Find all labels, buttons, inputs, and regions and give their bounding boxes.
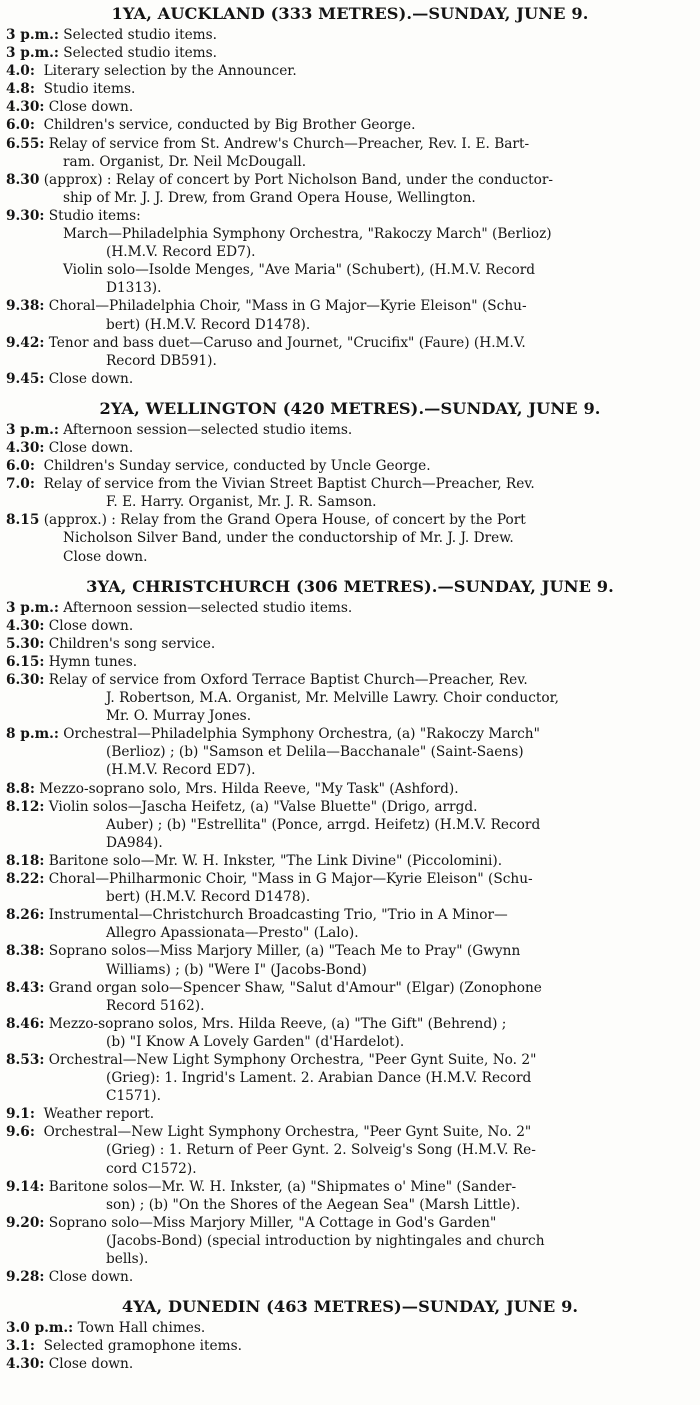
programme-text: Close down. [44,370,134,387]
programme-text: Weather report. [34,1106,155,1123]
programme-time: 9.1: [6,1106,35,1123]
programme-time: 8.18: [6,852,45,869]
programme-time: 8.46: [6,1015,45,1032]
programme-time: 3.1: [6,1338,35,1355]
programme-line [0,297,700,315]
programme-text: March—Philadelphia Symphony Orchestra, "Rakoczy March" (Berlioz) [63,226,552,243]
programme-text: Record DB591). [106,352,217,369]
programme-line [0,707,700,725]
programme-line [0,852,700,870]
programme-line [0,44,700,62]
programme-time: 3 p.m.: [6,45,59,62]
programme-text: F. E. Harry. Organist, Mr. J. R. Samson. [106,494,377,511]
station-section [0,388,700,566]
programme-text: Mr. O. Murray Jones. [106,708,252,725]
programme-text: Afternoon session—selected studio items. [58,599,353,616]
programme-text: (Grieg) : 1. Return of Peer Gynt. 2. Solveig's Song (H.M.V. Re- [106,1142,536,1159]
programme-text: (H.M.V. Record ED7). [106,762,256,779]
programme-time: 3 p.m.: [6,27,59,43]
programme-text: Instrumental—Christchurch Broadcasting Trio, "Trio in A Minor— [44,907,508,924]
programme-time: 9.45: [6,370,45,387]
station-section [0,2,700,388]
programme-text: J. Robertson, M.A. Organist, Mr. Melville Lawry. Choir conductor, [106,690,559,707]
programme-text: Tenor and bass duet—Caruso and Journet, "Crucifix" (Faure) (H.M.V. [44,334,526,351]
programme-line [0,780,700,798]
programme-text: Mezzo-soprano solos, Mrs. Hilda Reeve, (a) "The Gift" (Behrend) ; [44,1015,507,1032]
programme-text: ram. Organist, Dr. Neil McDougall. [63,153,307,170]
programme-text: Baritone solos—Mr. W. H. Inkster, (a) "Shipmates o' Mine" (Sander- [44,1178,517,1195]
programme-line [0,493,700,511]
programme-text: (b) "I Know A Lovely Garden" (d'Hardelot). [106,1033,405,1050]
programme-time: 6.15: [6,653,45,670]
programme-line [0,1337,700,1355]
programme-time: 5.30: [6,635,45,652]
station-heading: 2YA, WELLINGTON (420 METRES).—SUNDAY, JUNE 9. [99,398,601,418]
programme-line [0,421,700,439]
programme-text: Violin solo—Isolde Menges, "Ave Maria" (Schubert), (H.M.V. Record [63,262,536,279]
programme-text: ship of Mr. J. J. Drew, from Grand Opera House, Wellington. [63,189,476,206]
programme-line [0,207,700,225]
programme-line [0,924,700,942]
programme-line [0,870,700,888]
programme-text: Children's song service. [44,635,216,652]
programme-line [0,135,700,153]
programme-line [0,80,700,98]
programme-text: Selected studio items. [58,45,218,62]
programme-time: 3 p.m.: [6,599,59,616]
programme-text: bert) (H.M.V. Record D1478). [106,316,311,333]
programme-line [0,961,700,979]
programme-time: 4.0: [6,63,35,80]
programme-text: (H.M.V. Record ED7). [106,244,256,261]
programme-line [0,997,700,1015]
programme-line [0,1178,700,1196]
programme-text: Record 5162). [106,997,205,1014]
programme-time: 9.20: [6,1214,45,1231]
programme-line [0,225,700,243]
programme-time: 6.30: [6,672,45,688]
programme-time: 9.38: [6,298,45,315]
programme-line [0,529,700,547]
programme-line [0,743,700,761]
programme-text: D1313). [106,280,162,297]
programme-line [0,1268,700,1286]
programme-text: Studio items. [34,81,136,98]
programme-line [0,1033,700,1051]
programme-time: 9.42: [6,334,45,351]
programme-time: 3 p.m.: [6,421,59,438]
programme-text: DA984). [106,834,163,851]
programme-time: 8.43: [6,979,45,996]
programme-line [0,98,700,116]
programme-text: Relay of service from St. Andrew's Church—Preacher, Rev. I. E. Bart- [44,135,530,152]
programme-line [0,617,700,635]
programme-line [0,816,700,834]
programme-time: 6.0: [6,458,35,475]
programme-line [0,1196,700,1214]
programme-line [0,1232,700,1250]
station-heading: 3YA, CHRISTCHURCH (306 METRES).—SUNDAY, JUNE 9. [86,576,614,596]
station-section [0,566,700,1287]
programme-line [0,834,700,852]
programme-text: Close down. [44,99,134,116]
programme-line [0,279,700,297]
programme-line [0,1355,700,1373]
programme-line [0,243,700,261]
programme-time: 8 p.m.: [6,726,59,743]
programme-time: 9.14: [6,1178,45,1195]
programme-time: 4.30: [6,99,45,116]
programme-line [0,548,700,566]
programme-text: Town Hall chimes. [73,1320,206,1337]
programme-line [0,475,700,493]
programme-line [0,457,700,475]
programme-text: Violin solos—Jascha Heifetz, (a) "Valse Bluette" (Drigo, arrgd. [44,798,478,815]
station-section [0,1286,700,1373]
programme-line [0,189,700,207]
programme-text: Close down. [63,548,148,565]
programme-time: 4.30: [6,1356,45,1373]
programme-text: cord C1572). [106,1160,197,1177]
programme-time: 6.0: [6,117,35,134]
programme-line [0,153,700,171]
programme-text: Hymn tunes. [44,653,138,670]
programme-text: C1571). [106,1088,161,1105]
programme-text: Orchestral—Philadelphia Symphony Orchestra, (a) "Rakoczy March" [58,726,540,743]
programme-time: 6.55: [6,135,45,152]
programme-text: Relay of service from the Vivian Street Baptist Church—Preacher, Rev. [34,476,535,493]
programme-text: Selected studio items. [58,27,218,43]
programme-line [0,439,700,457]
programme-text: bert) (H.M.V. Record D1478). [106,889,311,906]
programme-line [0,671,700,689]
programme-line [0,1051,700,1069]
programme-text: Close down. [44,439,134,456]
programme-line [0,942,700,960]
station-heading: 4YA, DUNEDIN (463 METRES)—SUNDAY, JUNE 9. [121,1297,579,1317]
programme-line [0,653,700,671]
programme-line [0,370,700,388]
programme-text: (approx) : Relay of concert by Port Nicholson Band, under the conductor- [39,171,553,188]
programme-time: 7.0: [6,476,35,493]
programme-line [0,1069,700,1087]
programme-line [0,1160,700,1178]
programme-line [0,761,700,779]
programme-line [0,261,700,279]
programme-line [0,62,700,80]
programme-line [0,316,700,334]
programme-line [0,1214,700,1232]
programme-time: 8.22: [6,871,45,888]
programme-text: Nicholson Silver Band, under the conductorship of Mr. J. J. Drew. [63,530,514,547]
programme-text: Children's service, conducted by Big Brother George. [34,117,416,134]
programme-line [0,1141,700,1159]
programme-text: Williams) ; (b) "Were I" (Jacobs-Bond) [106,961,367,978]
station-heading: 1YA, AUCKLAND (333 METRES).—SUNDAY, JUNE 9. [111,4,589,23]
programme-time: 8.53: [6,1051,45,1068]
programme-text: Choral—Philharmonic Choir, "Mass in G Major—Kyrie Eleison" (Schu- [44,871,533,888]
programme-time: 3.0 p.m.: [6,1320,74,1337]
programme-line [0,979,700,997]
programme-line [0,116,700,134]
programme-text: Afternoon session—selected studio items. [58,421,353,438]
programme-text: Soprano solo—Miss Marjory Miller, "A Cottage in God's Garden" [44,1214,497,1231]
programme-line [0,352,700,370]
programme-text: (Grieg): 1. Ingrid's Lament. 2. Arabian Dance (H.M.V. Record [106,1070,532,1087]
programme-time: 9.6: [6,1124,35,1141]
programme-time: 4.8: [6,81,35,98]
programme-text: Soprano solos—Miss Marjory Miller, (a) "Teach Me to Pray" (Gwynn [44,943,521,960]
programme-text: Baritone solo—Mr. W. H. Inkster, "The Link Divine" (Piccolomini). [44,852,503,869]
programme-line [0,635,700,653]
programme-time: 8.12: [6,798,45,815]
programme-time: 4.30: [6,617,45,634]
programme-line [0,1319,700,1337]
programme-line [0,599,700,617]
programme-line [0,511,700,529]
programme-text: Children's Sunday service, conducted by Uncle George. [34,458,431,475]
programme-text: Choral—Philadelphia Choir, "Mass in G Major—Kyrie Eleison" (Schu- [44,298,527,315]
programme-line [0,888,700,906]
programme-text: Mezzo-soprano solo, Mrs. Hilda Reeve, "My Task" (Ashford). [34,780,459,797]
programme-time: 4.30: [6,439,45,456]
programme-line [0,171,700,189]
programme-text: Close down. [44,617,134,634]
programme-time: 8.8: [6,780,35,797]
programme-time: 8.30 [6,171,40,188]
programme-text: Grand organ solo—Spencer Shaw, "Salut d'Amour" (Elgar) (Zonophone [44,979,542,996]
programme-text: (approx.) : Relay from the Grand Opera House, of concert by the Port [39,512,526,529]
programme-line [0,1105,700,1123]
programme-text: Studio items: [44,207,141,224]
programme-text: Literary selection by the Announcer. [34,63,297,80]
programme-line [0,1123,700,1141]
programme-text: Selected gramophone items. [34,1338,243,1355]
programme-time: 9.30: [6,207,45,224]
programme-line [0,689,700,707]
programme-line [0,334,700,352]
programme-text: bells). [106,1251,149,1267]
programme-time: 8.26: [6,907,45,924]
programme-text: son) ; (b) "On the Shores of the Aegean Sea" (Marsh Little). [106,1196,521,1213]
programme-text: Relay of service from Oxford Terrace Baptist Church—Preacher, Rev. [44,672,528,688]
programme-line [0,26,700,44]
programme-time: 8.15 [6,512,40,529]
programme-text: (Jacobs-Bond) (special introduction by nightingales and church [106,1232,545,1249]
programme-text: Orchestral—New Light Symphony Orchestra, "Peer Gynt Suite, No. 2" [34,1124,532,1141]
programme-line [0,725,700,743]
programme-line [0,1015,700,1033]
programme-text: Auber) ; (b) "Estrellita" (Ponce, arrgd. Heifetz) (H.M.V. Record [106,816,541,833]
programme-time: 8.38: [6,943,45,960]
programme-text: Close down. [44,1269,134,1286]
programme-line [0,798,700,816]
programme-line [0,1087,700,1105]
programme-text: Orchestral—New Light Symphony Orchestra, "Peer Gynt Suite, No. 2" [44,1051,537,1068]
programme-text: (Berlioz) ; (b) "Samson et Delila—Bacchanale" (Saint-Saens) [106,744,524,761]
programme-time: 9.28: [6,1269,45,1286]
programme-text: Close down. [44,1356,134,1373]
programme-line [0,906,700,924]
programme-line [0,1250,700,1268]
programme-text: Allegro Apassionata—Presto" (Lalo). [106,925,359,942]
